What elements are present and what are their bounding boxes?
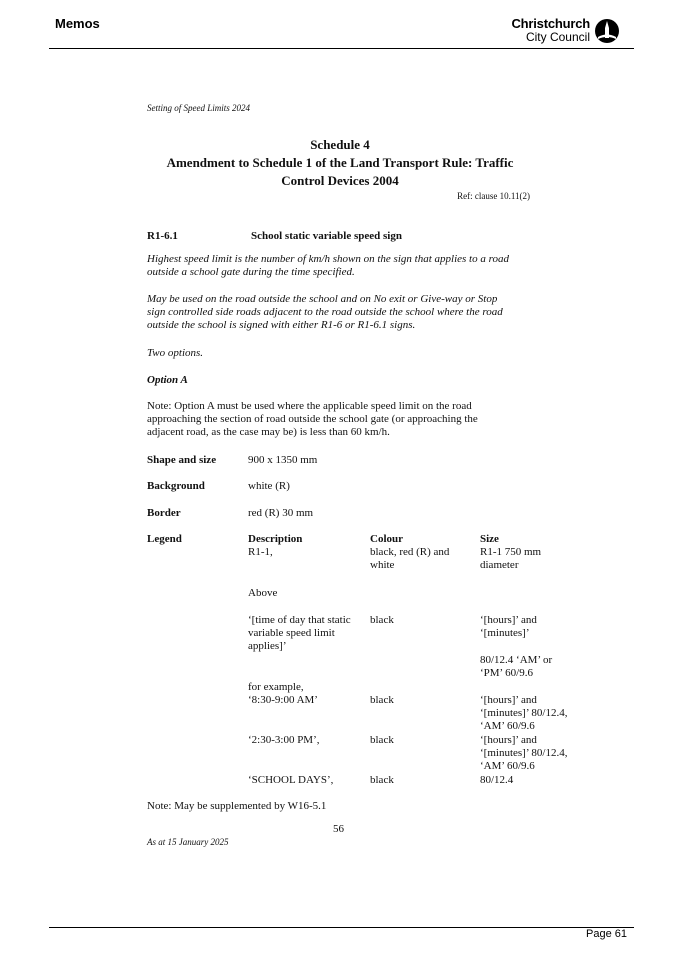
footer-rule (49, 927, 634, 928)
legend-ex1-colour: black (370, 694, 394, 706)
legend-time-size (480, 614, 537, 640)
council-logo (511, 16, 620, 44)
para-line: outside a school gate during the time specified. (147, 266, 355, 278)
cell-line: ‘AM’ 60/9.6 (480, 720, 535, 732)
legend-ex3-colour: black (370, 774, 394, 786)
page-number: Page 61 (586, 928, 627, 940)
cell-line: ‘[minutes]’ 80/12.4, (480, 707, 568, 719)
two-options: Two options. (147, 347, 204, 359)
cell-line: R1-1 750 mm (480, 546, 542, 558)
cell-line: ‘PM’ 60/9.6 (480, 667, 533, 679)
cell-line: white (370, 559, 395, 571)
cathedral-logo-icon (594, 18, 620, 44)
para-line: outside the school is signed with either R1-6 or R1-6.1 signs. (147, 319, 416, 331)
sign-code: R1-6.1 (147, 230, 178, 242)
legend-r1-size (480, 546, 541, 572)
cell-line: applies]’ (248, 640, 287, 652)
note-line: Note: Option A must be used where the applicable speed limit on the road (147, 400, 472, 412)
as-at-date: As at 15 January 2025 (147, 837, 229, 847)
cell-line: ‘[minutes]’ (480, 627, 530, 639)
clause-ref: Ref: clause 10.11(2) (457, 191, 530, 201)
para-line: sign controlled side roads adjacent to the road outside the school where the road (147, 306, 503, 318)
cell-line: ‘[time of day that static (248, 614, 351, 626)
section-title: Memos (55, 16, 100, 31)
option-a-note (147, 400, 478, 439)
title-line: Amendment to Schedule 1 of the Land Transport Rule: Traffic (166, 155, 514, 170)
legend-header-size: Size (480, 533, 499, 545)
shape-label: Shape and size (147, 454, 217, 466)
running-head: Setting of Speed Limits 2024 (147, 103, 250, 113)
legend-time-colour: black (370, 614, 394, 626)
legend-ex2-colour: black (370, 734, 394, 746)
border-value: red (R) 30 mm (248, 507, 314, 519)
cell-line: ‘[hours]’ and (480, 614, 537, 626)
option-a-heading: Option A (147, 374, 188, 386)
legend-header-colour: Colour (370, 533, 403, 545)
cell-line: ‘[hours]’ and (480, 694, 537, 706)
paragraph-1 (147, 253, 509, 279)
header-rule (49, 48, 634, 49)
legend-for-example: for example, (248, 681, 304, 693)
legend-ex1-size (480, 694, 567, 733)
legend-r1-colour (370, 546, 449, 572)
inner-page-number: 56 (333, 823, 344, 835)
cell-line: black, red (R) and (370, 546, 450, 558)
legend-above: Above (248, 587, 278, 599)
legend-ex2-size (480, 734, 567, 773)
note-line: adjacent road, as the case may be) is less than 60 km/h. (147, 426, 390, 438)
legend-time-desc (248, 614, 351, 653)
legend-ex1-desc: ‘8:30-9:00 AM’ (248, 694, 318, 706)
schedule-title (100, 136, 580, 190)
cell-line: diameter (480, 559, 519, 571)
cell-line: variable speed limit (248, 627, 335, 639)
logo-line1: Christchurch (511, 16, 590, 31)
legend-ex3-size: 80/12.4 (480, 774, 514, 786)
background-value: white (R) (248, 480, 290, 492)
logo-line2: City Council (525, 30, 590, 44)
legend-ex3-desc: ‘SCHOOL DAYS’, (248, 774, 334, 786)
cell-line: 80/12.4 ‘AM’ or (480, 654, 553, 666)
final-note: Note: May be supplemented by W16-5.1 (147, 800, 327, 812)
cell-line: ‘AM’ 60/9.6 (480, 760, 535, 772)
para-line: May be used on the road outside the school and on No exit or Give-way or Stop (147, 293, 498, 305)
title-line: Schedule 4 (310, 137, 370, 152)
border-label: Border (147, 507, 181, 519)
sign-name: School static variable speed sign (251, 230, 402, 242)
legend-header-description: Description (248, 533, 303, 545)
legend-ex2-desc: ‘2:30-3:00 PM’, (248, 734, 320, 746)
legend-r1-desc: R1-1, (248, 546, 273, 558)
cell-line: ‘[hours]’ and (480, 734, 537, 746)
note-line: approaching the section of road outside the school gate (or approaching the (147, 413, 478, 425)
title-line: Control Devices 2004 (281, 173, 399, 188)
legend-time-size-2 (480, 654, 552, 680)
background-label: Background (147, 480, 205, 492)
cell-line: ‘[minutes]’ 80/12.4, (480, 747, 568, 759)
para-line: Highest speed limit is the number of km/h shown on the sign that applies to a road (147, 253, 509, 265)
shape-value: 900 x 1350 mm (248, 454, 318, 466)
legend-label: Legend (147, 533, 182, 545)
paragraph-2 (147, 293, 503, 332)
